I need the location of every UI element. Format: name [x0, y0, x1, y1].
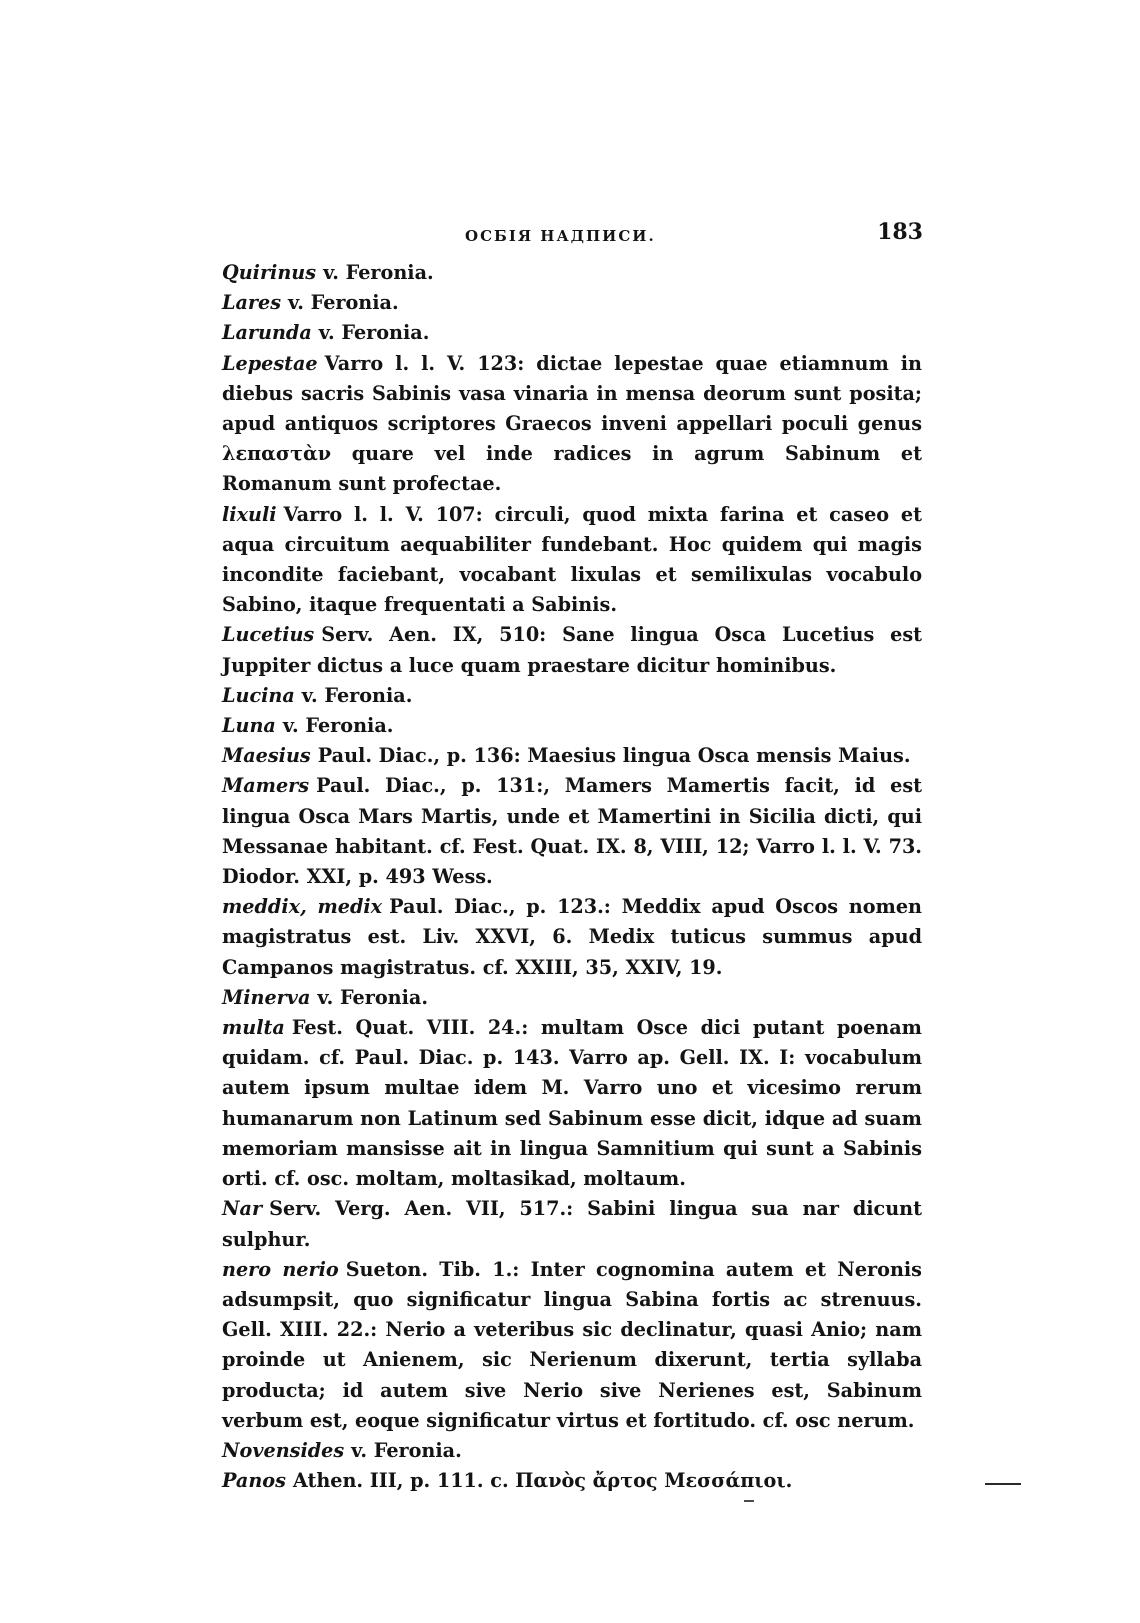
entry-text: v. Feronia.: [301, 683, 413, 707]
entry-text: Paul. Diac., p. 123.: Meddix apud Oscos nomen magistratus est. Liv. XXVI, 6. Medix tuticus summus apud Campanos magistratus. cf. XXIII, 35, XXIV, 19.: [222, 895, 922, 979]
entry-text: Paul. Diac., p. 136: Maesius lingua Osca mensis Maius.: [317, 744, 911, 768]
entry-headword: Lepestae: [222, 351, 318, 375]
entry-headword: multa: [222, 1016, 285, 1040]
entry-text: v. Feronia.: [318, 321, 430, 345]
entry-text: Athen. III, p. 111. c. Πανὸς ἄρτος Μεσσάπιοι.: [292, 1469, 793, 1493]
entry-headword: Novensides: [222, 1438, 345, 1462]
entry-headword: lixuli: [222, 502, 277, 526]
entry-headword: nero nerio: [222, 1257, 339, 1281]
running-title: ОСБІЯ НАДПИСИ.: [465, 227, 656, 245]
glossary-entry: [222, 288, 922, 318]
print-mark: [744, 1500, 754, 1502]
glossary-entry: [222, 258, 922, 288]
entry-text: v. Feronia.: [323, 261, 434, 284]
glossary-entry: [222, 711, 922, 741]
entry-headword: Lares: [222, 291, 282, 315]
glossary-entry: [222, 681, 922, 711]
glossary-entry: [222, 620, 922, 680]
page-header: [225, 219, 923, 251]
entry-headword: Lucina: [222, 683, 295, 707]
glossary-entry: [222, 349, 922, 500]
glossary-entry: [222, 892, 922, 983]
glossary-body: [222, 258, 922, 1496]
glossary-entry: [222, 318, 922, 348]
entry-text: Sueton. Tib. 1.: Inter cognomina autem et Neronis adsumpsit, quo significatur lingua Sabina fortis ac strenuus. Gell. XIII. 22.: Nerio a veteribus sic declinatur, quasi Anio; nam proinde ut Anienem, sic Nerienum dixerunt, tertia syllaba producta; id autem sive Nerio sive Nerienes est, Sabinum verbum est, eoque significatur virtus et fortitudo. cf. osc nerum.: [222, 1257, 922, 1432]
entry-text: Varro l. l. V. 107: circuli, quod mixta farina et caseo et aqua circuitum aequabiliter fundebant. Hoc quidem qui magis incondite faciebant, vocabant lixulas et semilixulas vocabulo Sabino, itaque frequentati a Sabinis.: [222, 502, 922, 617]
glossary-entry: [222, 1466, 922, 1496]
entry-headword: Mamers: [222, 774, 310, 798]
entry-text: v. Feronia.: [317, 985, 429, 1009]
entry-headword: Larunda: [222, 321, 312, 345]
glossary-entry: [222, 983, 922, 1013]
entry-text: Varro l. l. V. 123: dictae lepestae quae etiamnum in diebus sacris Sabinis vasa vinaria in mensa deorum sunt posita; apud antiquos scriptores Graecos inveni appellari poculi genus λεπαστὰν quare vel inde radices in agrum Sabinum et Romanum sunt profectae.: [222, 351, 922, 496]
entry-headword: Minerva: [222, 985, 311, 1009]
entry-text: v. Feronia.: [351, 1438, 462, 1462]
page-number: 183: [877, 219, 923, 245]
entry-headword: meddix, medix: [222, 895, 383, 919]
entry-headword: Maesius: [222, 744, 311, 768]
entry-text: Serv. Verg. Aen. VII, 517.: Sabini lingua sua nar dicunt sulphur.: [222, 1197, 922, 1251]
glossary-entry: [222, 1194, 922, 1254]
glossary-entry: [222, 1013, 922, 1194]
glossary-entry: [222, 741, 922, 771]
glossary-entry: [222, 1436, 922, 1466]
entry-text: Paul. Diac., p. 131:, Mamers Mamertis facit, id est lingua Osca Mars Martis, unde et Mamertini in Sicilia dicti, qui Messanae habitant. cf. Fest. Quat. IX. 8, VIII, 12; Varro l. l. V. 73. Diodor. XXI, p. 493 Wess.: [222, 774, 922, 889]
print-mark: [985, 1483, 1021, 1485]
entry-headword: Panos: [222, 1469, 286, 1493]
entry-headword: Luna: [222, 714, 276, 738]
entry-text: Fest. Quat. VIII. 24.: multam Osce dici putant poenam quidam. cf. Paul. Diac. p. 143. Varro ap. Gell. IX. I: vocabulum autem ipsum multae idem M. Varro uno et vicesimo rerum humanarum non Latinum sed Sabinum esse dicit, idque ad suam memoriam mansisse ait in lingua Samnitium qui sunt a Sabinis orti. cf. osc. moltam, moltasikad, moltaum.: [222, 1016, 922, 1191]
glossary-entry: [222, 1255, 922, 1436]
entry-headword: Lucetius: [222, 623, 315, 647]
entry-text: Serv. Aen. IX, 510: Sane lingua Osca Lucetius est Juppiter dictus a luce quam praestare dicitur hominibus.: [222, 623, 922, 677]
entry-text: v. Feronia.: [288, 291, 399, 315]
glossary-entry: [222, 771, 922, 892]
entry-text: v. Feronia.: [282, 714, 394, 738]
entry-headword: Nar: [222, 1197, 263, 1221]
glossary-entry: [222, 500, 922, 621]
entry-headword: Quirinus: [222, 261, 317, 284]
